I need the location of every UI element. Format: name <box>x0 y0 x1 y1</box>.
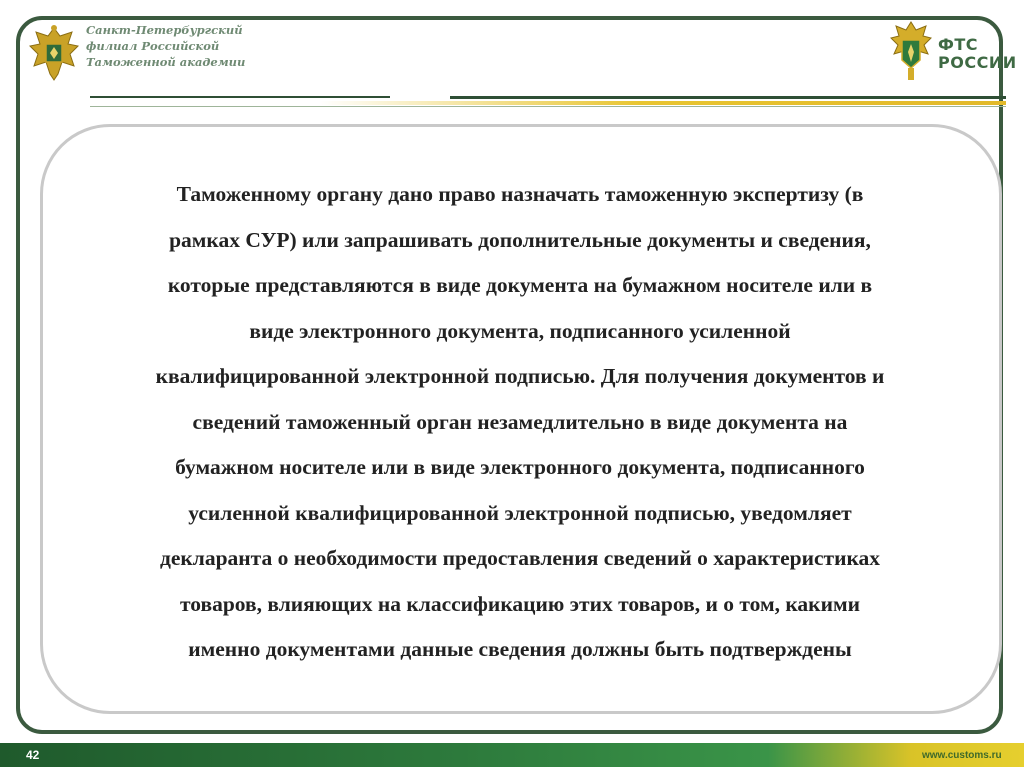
body-line: рамках СУР) или запрашивать дополнительные документы и сведения, <box>169 227 871 252</box>
body-line: Таможенному органу дано право назначать таможенную экспертизу (в <box>176 182 864 206</box>
footer-bar <box>0 743 1024 767</box>
site-url: www.customs.ru <box>922 750 1002 761</box>
academy-name-line: филиал Российской <box>86 39 220 53</box>
body-line: декларанта о необходимости предоставления сведений о характеристиках <box>159 546 881 570</box>
body-line: которые представляются в виде документа на бумажном носителе или в <box>167 273 873 297</box>
body-line: именно документами данные сведения должны быть подтверждены <box>188 637 852 661</box>
header-divider-dark <box>90 96 390 98</box>
fts-logo-line: РОССИИ <box>938 53 1017 72</box>
body-line: квалифицированной электронной подписью. Для получения документов и <box>155 364 885 388</box>
slide-header <box>0 0 1024 120</box>
header-divider-thin <box>90 106 1006 107</box>
academy-name-line: Таможенной академии <box>86 55 246 69</box>
fts-logo <box>938 36 1017 72</box>
body-line: товаров, влияющих на классификацию этих товаров, и о том, какими <box>179 591 860 616</box>
body-line: усиленной квалифицированной электронной подписью, уведомляет <box>188 500 852 525</box>
academy-name-line: Санкт-Петербургский <box>86 23 243 37</box>
header-divider-gold <box>90 101 1006 105</box>
header-divider-dark-right <box>450 96 1006 99</box>
fts-logo-line: ФТС <box>938 35 979 54</box>
body-line: бумажном носителе или в виде электронного документа, подписанного <box>175 455 865 479</box>
body-line: сведений таможенный орган незамедлительно в виде документа на <box>192 409 848 434</box>
academy-name <box>86 22 256 70</box>
customs-eagle-emblem-icon <box>888 18 934 84</box>
page-number: 42 <box>26 748 40 762</box>
slide-body-text <box>70 172 970 673</box>
double-headed-eagle-emblem-icon <box>24 22 84 84</box>
body-line: виде электронного документа, подписанного усиленной <box>249 318 791 343</box>
